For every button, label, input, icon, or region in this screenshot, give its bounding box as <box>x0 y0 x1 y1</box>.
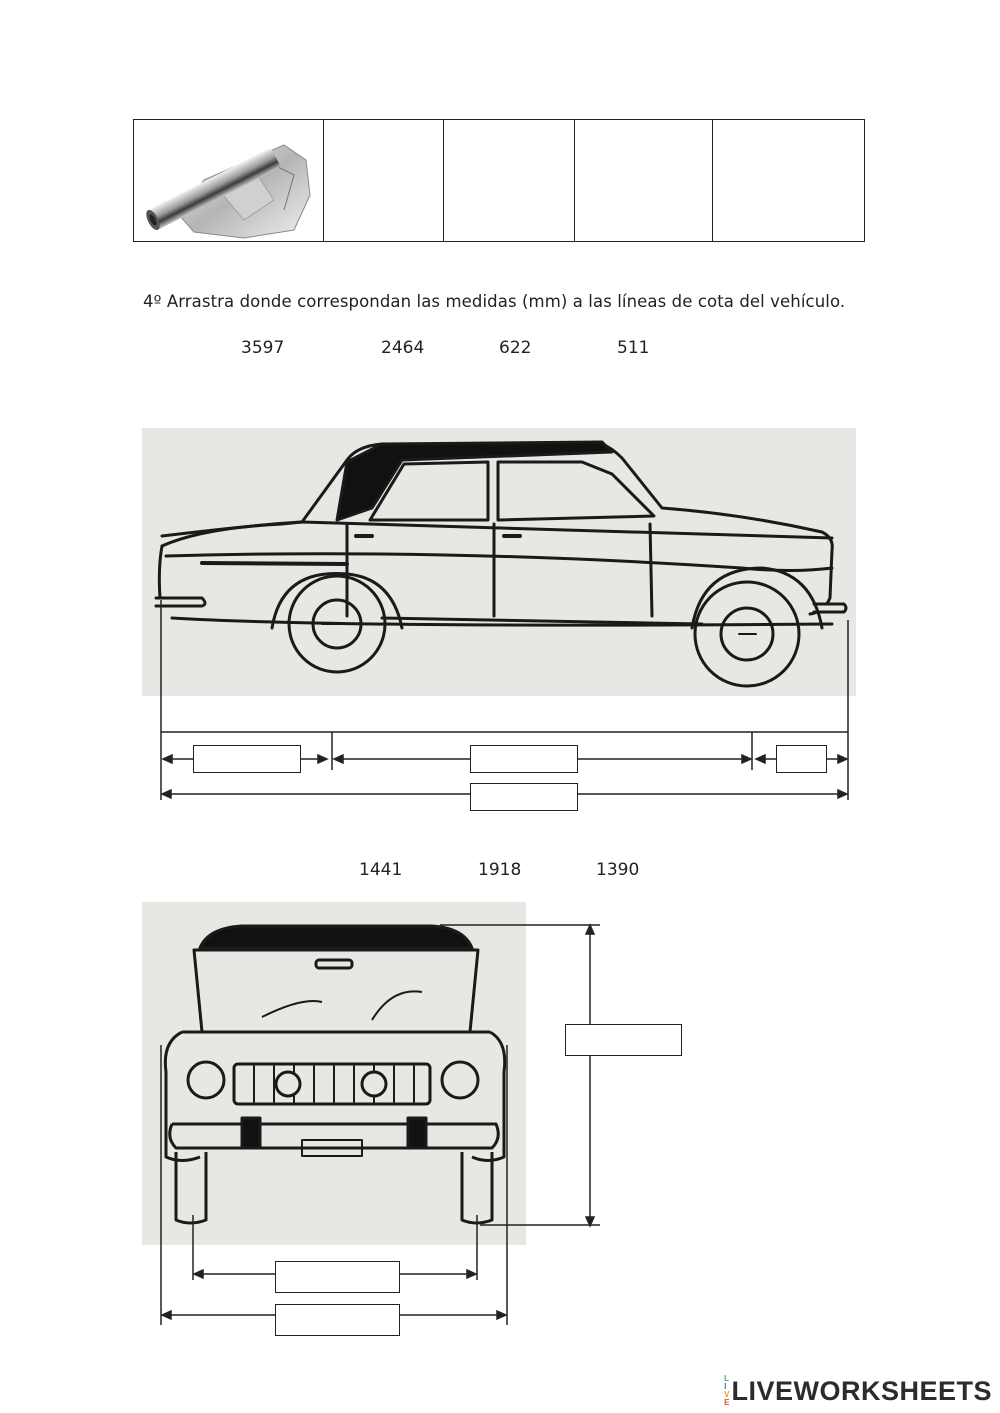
drop-box-total-width[interactable] <box>275 1304 400 1336</box>
instruction-text: 4º Arrastra donde correspondan las medidas (mm) a las líneas de cota del vehículo. <box>143 292 846 311</box>
logo-badge-letter: L <box>724 1374 730 1383</box>
logo-badge-letter: V <box>724 1390 730 1399</box>
measure-chip[interactable]: 1441 <box>359 860 403 880</box>
logo-badge <box>724 1375 729 1407</box>
measure-chip[interactable]: 1918 <box>478 860 522 880</box>
measure-chip[interactable]: 3597 <box>241 338 285 358</box>
measure-chip[interactable]: 511 <box>617 338 650 358</box>
drop-box-height[interactable] <box>565 1024 682 1056</box>
logo-text: LIVEWORKSHEETS <box>731 1375 992 1406</box>
measure-chip[interactable]: 1390 <box>596 860 640 880</box>
drop-box-track-width[interactable] <box>275 1261 400 1293</box>
logo-badge-letter: E <box>724 1398 730 1407</box>
measure-chip[interactable]: 622 <box>499 338 532 358</box>
measure-chip[interactable]: 2464 <box>381 338 425 358</box>
logo-badge-letter: I <box>724 1382 727 1391</box>
liveworksheets-logo <box>724 1375 992 1407</box>
